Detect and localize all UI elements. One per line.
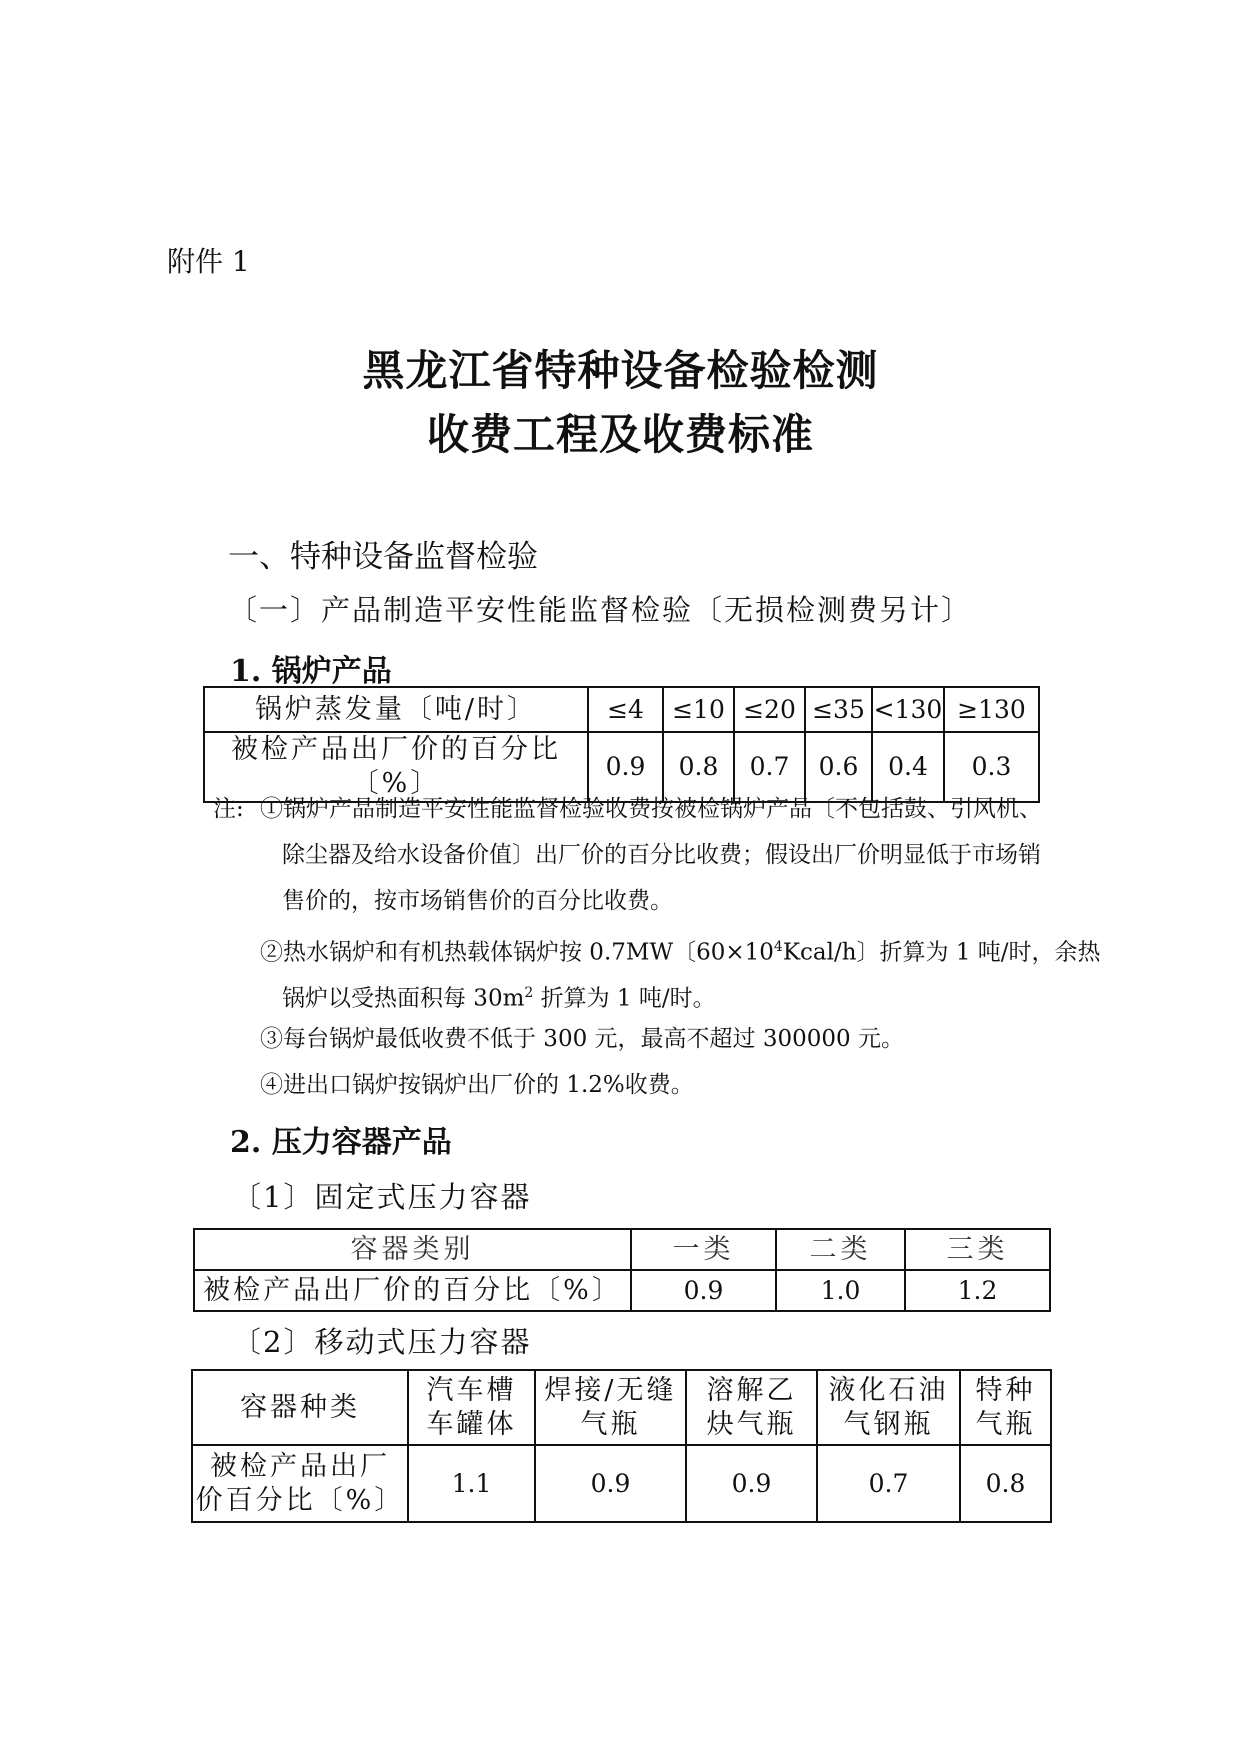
header-line: 液化石油: [828, 1374, 949, 1406]
mobile-vessel-fee-table: [191, 1369, 1052, 1523]
table-header-cell: 一类: [631, 1229, 776, 1270]
attachment-label: 附件 1: [167, 245, 250, 278]
table-row: [192, 1370, 1051, 1445]
table-cell: 0.7: [734, 732, 805, 802]
table-row-label: 被检产品出厂价的百分比〔%〕: [194, 1270, 631, 1311]
table-header-cell: [686, 1370, 817, 1445]
note-text: Kcal/h〕折算为 1 吨/时，余热: [782, 939, 1101, 966]
table-header-cell: ≤4: [588, 687, 663, 732]
table-header-cell: ≤35: [805, 687, 872, 732]
header-line: 气瓶: [975, 1408, 1036, 1440]
document-title-line-1: 黑龙江省特种设备检验检测: [362, 346, 879, 395]
subsection-heading: 〔一〕产品制造平安性能监督检验〔无损检测费另计〕: [228, 593, 973, 627]
mobile-vessel-heading: 〔2〕移动式压力容器: [232, 1325, 532, 1359]
table-header-cell: [817, 1370, 960, 1445]
note-superscript: 2: [524, 985, 534, 1001]
fixed-vessel-fee-table: [193, 1228, 1051, 1312]
row-label-line: 被检产品出厂: [210, 1450, 390, 1482]
table-header-cell: 容器种类: [192, 1370, 408, 1445]
table-cell: 0.6: [805, 732, 872, 802]
table-row: [192, 1445, 1051, 1522]
fixed-vessel-heading: 〔1〕固定式压力容器: [232, 1180, 532, 1214]
header-line: 汽车槽: [426, 1374, 517, 1406]
note-2-line-2: [282, 970, 716, 1022]
notes-label: 注:: [213, 796, 244, 822]
table-header-cell: <130: [872, 687, 944, 732]
table-cell: 0.3: [944, 732, 1039, 802]
table-cell: 0.8: [663, 732, 734, 802]
header-line: 车罐体: [426, 1408, 517, 1440]
header-line: 溶解乙: [706, 1374, 797, 1406]
note-text: 折算为 1 吨/时。: [533, 985, 716, 1012]
table-cell: 1.0: [776, 1270, 905, 1311]
row-label-line: 价百分比〔%〕: [195, 1484, 405, 1516]
note-superscript: 4: [773, 939, 783, 955]
note-4: ④进出口锅炉按锅炉出厂价的 1.2%收费。: [260, 1072, 694, 1098]
item-heading-boiler: 1. 锅炉产品: [230, 654, 392, 689]
table-row-label: [192, 1445, 408, 1522]
document-title-line-2: 收费工程及收费标准: [426, 410, 814, 459]
note-1-line-2: 除尘器及给水设备价值〕出厂价的百分比收费；假设出厂价明显低于市场销: [282, 842, 1041, 868]
note-2-line-1: [260, 924, 1101, 976]
table-header-cell: 锅炉蒸发量〔吨/时〕: [204, 687, 588, 732]
table-header-cell: [535, 1370, 686, 1445]
table-header-cell: 容器类别: [194, 1229, 631, 1270]
table-header-cell: 二类: [776, 1229, 905, 1270]
item-heading-pressure-vessel: 2. 压力容器产品: [230, 1125, 452, 1160]
table-cell: 0.9: [686, 1445, 817, 1522]
table-row: [204, 687, 1039, 732]
table-cell: 0.7: [817, 1445, 960, 1522]
table-cell: 0.9: [588, 732, 663, 802]
table-row: [194, 1270, 1050, 1311]
section-heading: 一、特种设备监督检验: [228, 539, 538, 575]
table-cell: 1.1: [408, 1445, 535, 1522]
header-line: 焊接/无缝: [544, 1374, 677, 1406]
table-cell: 0.4: [872, 732, 944, 802]
table-row: [194, 1229, 1050, 1270]
note-text: ②热水锅炉和有机热载体锅炉按 0.7MW〔60×10: [260, 939, 774, 966]
note-text: 锅炉以受热面积每 30m: [282, 985, 525, 1012]
table-row-label: 被检产品出厂价的百分比〔%〕: [204, 732, 588, 802]
note-1-line-1: ①锅炉产品制造平安性能监督检验收费按被检锅炉产品〔不包括鼓、引风机、: [260, 796, 1042, 822]
table-header-cell: ≤20: [734, 687, 805, 732]
table-header-cell: [408, 1370, 535, 1445]
table-header-cell: [960, 1370, 1051, 1445]
note-1-line-3: 售价的，按市场销售价的百分比收费。: [282, 888, 673, 914]
table-cell: 0.8: [960, 1445, 1051, 1522]
table-cell: 1.2: [905, 1270, 1050, 1311]
table-header-cell: ≤10: [663, 687, 734, 732]
header-line: 气瓶: [580, 1408, 641, 1440]
header-line: 特种: [975, 1374, 1036, 1406]
table-header-cell: ≥130: [944, 687, 1039, 732]
table-header-cell: 三类: [905, 1229, 1050, 1270]
header-line: 炔气瓶: [706, 1408, 797, 1440]
table-cell: 0.9: [535, 1445, 686, 1522]
note-3: ③每台锅炉最低收费不低于 300 元，最高不超过 300000 元。: [260, 1026, 904, 1052]
table-cell: 0.9: [631, 1270, 776, 1311]
header-line: 气钢瓶: [843, 1408, 934, 1440]
